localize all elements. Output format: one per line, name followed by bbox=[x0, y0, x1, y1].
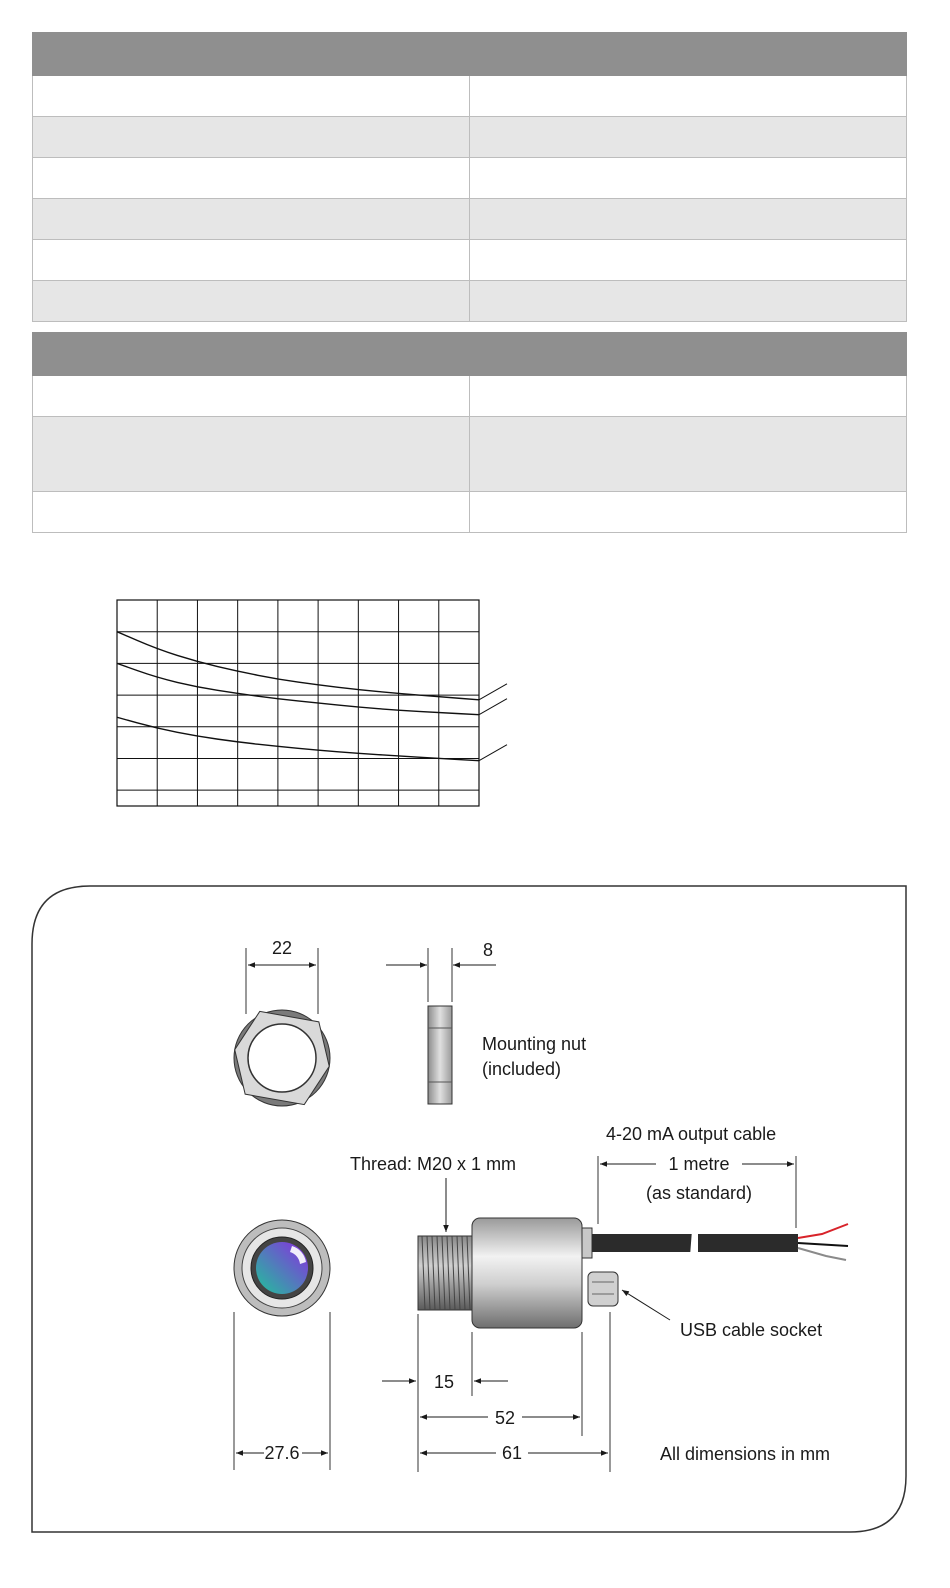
table-row bbox=[33, 158, 907, 199]
dim-61: 61 bbox=[501, 1443, 523, 1463]
curve-leader-3 bbox=[479, 745, 507, 761]
row-value bbox=[470, 376, 907, 417]
table-row bbox=[33, 376, 907, 417]
table-row bbox=[33, 492, 907, 533]
row-label bbox=[33, 158, 470, 199]
row-value bbox=[470, 158, 907, 199]
usb-socket-label: USB cable socket bbox=[680, 1320, 823, 1340]
nut-side-view bbox=[428, 1006, 452, 1104]
table-row bbox=[33, 281, 907, 322]
curve-graph bbox=[112, 595, 512, 815]
panel-frame bbox=[32, 886, 906, 1532]
row-value bbox=[470, 76, 907, 117]
row-value bbox=[470, 417, 907, 492]
curve-leaders bbox=[479, 684, 507, 761]
row-label bbox=[33, 492, 470, 533]
row-value bbox=[470, 199, 907, 240]
table-row bbox=[33, 117, 907, 158]
row-label bbox=[33, 76, 470, 117]
output-cable-label: 4-20 mA output cable bbox=[606, 1124, 777, 1144]
as-standard-label: (as standard) bbox=[645, 1183, 753, 1203]
row-value bbox=[470, 117, 907, 158]
row-label bbox=[33, 417, 470, 492]
table-row bbox=[33, 76, 907, 117]
dim-front-diameter: 27.6 bbox=[264, 1443, 300, 1463]
table-header bbox=[33, 33, 907, 76]
sensor-lens-view bbox=[234, 1220, 330, 1316]
row-label bbox=[33, 199, 470, 240]
curve-leader-2 bbox=[479, 699, 507, 715]
table-header bbox=[33, 333, 907, 376]
mounting-nut-label: Mounting nut bbox=[482, 1034, 587, 1054]
spec-table-1 bbox=[32, 32, 907, 322]
dim-nut-thickness: 8 bbox=[483, 940, 494, 960]
cable-length-label: 1 metre bbox=[668, 1154, 730, 1174]
graph-grid bbox=[117, 600, 479, 806]
curve-leader-1 bbox=[479, 684, 507, 700]
graph-frame bbox=[117, 600, 479, 806]
row-label bbox=[33, 376, 470, 417]
dim-15: 15 bbox=[433, 1372, 455, 1392]
row-label bbox=[33, 117, 470, 158]
mounting-nut-included-label: (included) bbox=[482, 1059, 562, 1079]
dim-nut-diameter: 22 bbox=[271, 938, 293, 958]
spec-table-2 bbox=[32, 332, 907, 533]
dim-52: 52 bbox=[494, 1408, 516, 1428]
all-dimensions-note: All dimensions in mm bbox=[660, 1444, 831, 1464]
row-value bbox=[470, 240, 907, 281]
row-label bbox=[33, 281, 470, 322]
table-row bbox=[33, 240, 907, 281]
table-row bbox=[33, 417, 907, 492]
row-value bbox=[470, 281, 907, 322]
thread-label: Thread: M20 x 1 mm bbox=[350, 1154, 517, 1174]
table-row bbox=[33, 199, 907, 240]
row-label bbox=[33, 240, 470, 281]
row-value bbox=[470, 492, 907, 533]
dimension-drawing bbox=[30, 884, 910, 1536]
